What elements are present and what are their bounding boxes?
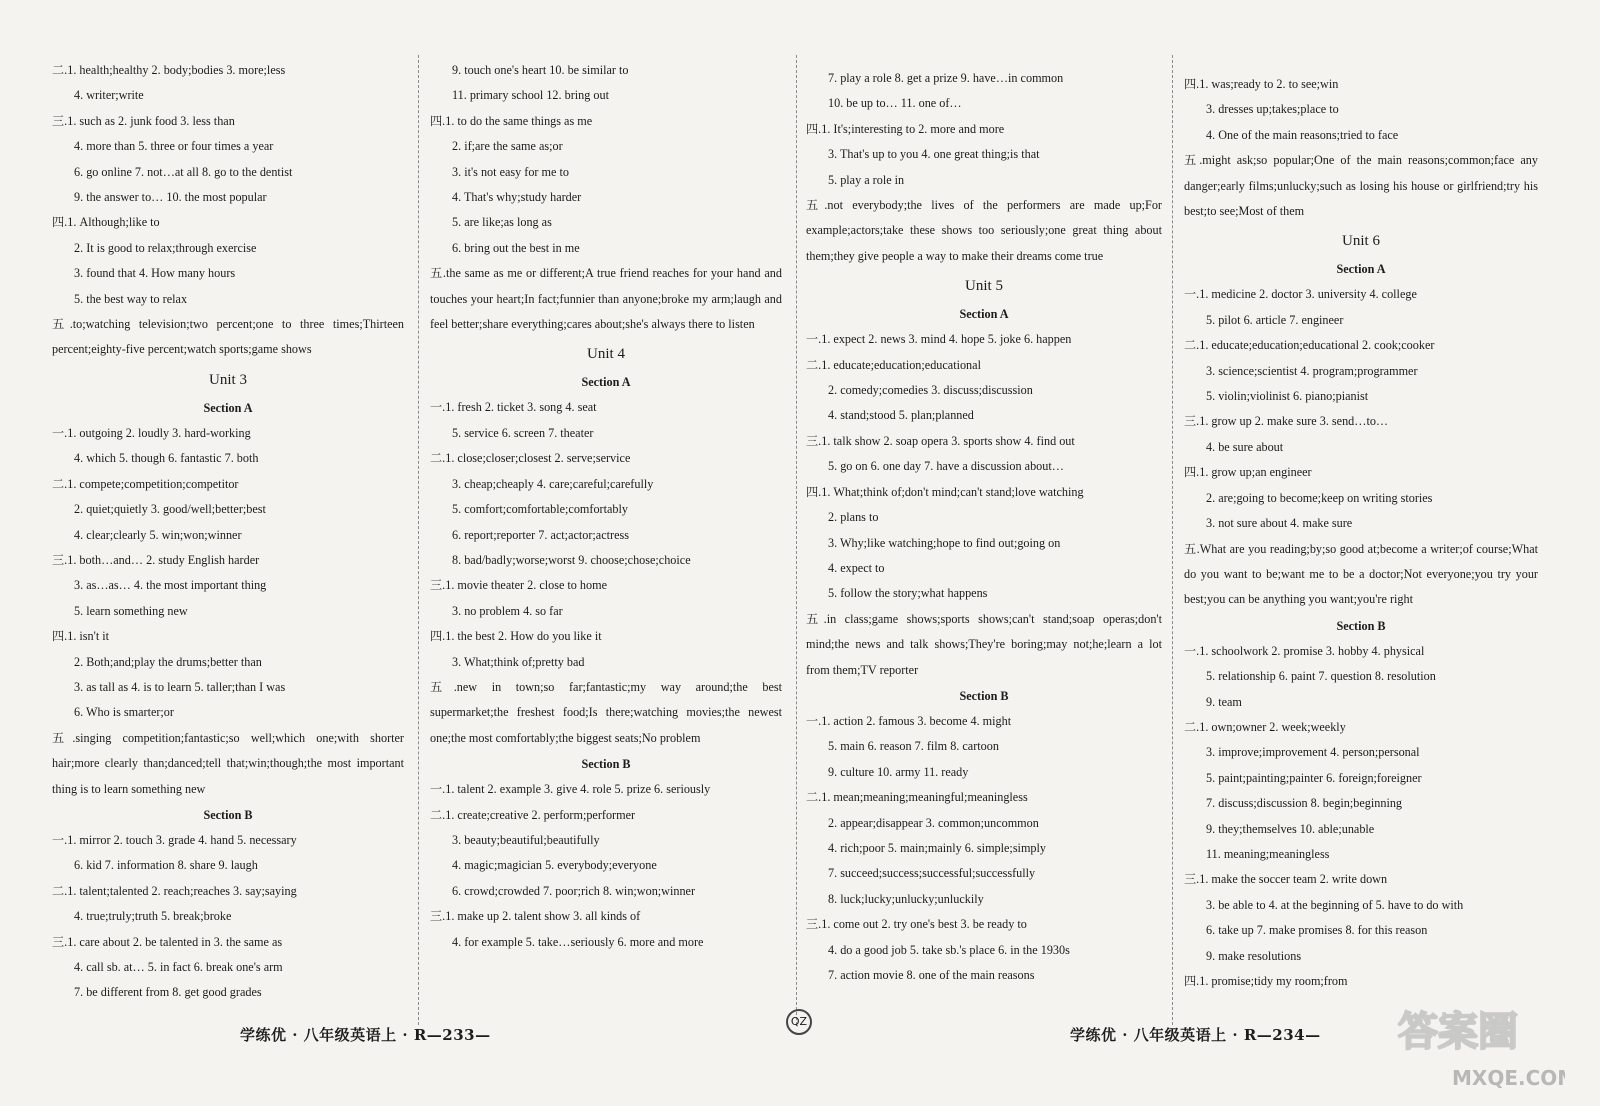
answer-line: 三.1. care about 2. be talented in 3. the same as — [52, 934, 283, 949]
answer-line: 5. go on 6. one day 7. have a discussion about… — [828, 459, 1064, 474]
answer-line: 3. improve;improvement 4. person;personal — [1206, 745, 1420, 760]
answer-line: 二.1. educate;education;educational 2. cook;cooker — [1184, 338, 1435, 353]
footer-right: 学练优 · 八年级英语上 · R—234— — [1070, 1026, 1321, 1044]
answer-line: 4. That's why;study harder — [452, 190, 582, 205]
answer-line: 4. be sure about — [1206, 439, 1284, 454]
answer-line: 二.1. educate;education;educational — [806, 357, 981, 372]
unit-heading: Unit 4 — [587, 346, 625, 363]
answer-paragraph: 五.singing competition;fantastic;so well;which one;with shorter hair;more clearly than;danced;tell that;win;though;the most important thing is to learn something new — [52, 730, 404, 796]
answer-line: 3. be able to 4. at the beginning of 5. have to do with — [1206, 897, 1464, 912]
answer-line: 二.1. mean;meaning;meaningful;meaningless — [806, 790, 1028, 805]
answer-line: 三.1. make the soccer team 2. write down — [1184, 872, 1388, 887]
answer-line: 3. found that 4. How many hours — [74, 266, 236, 281]
answer-line: 8. bad/badly;worse;worst 9. choose;chose;choice — [452, 552, 691, 567]
column-divider — [1172, 55, 1173, 1025]
answer-line: 四.1. grow up;an engineer — [1184, 465, 1312, 480]
answer-line: 3. beauty;beautiful;beautifully — [452, 832, 600, 847]
answer-line: 4. true;truly;truth 5. break;broke — [74, 909, 232, 924]
answer-paragraph: 五.What are you reading;by;so good at;become a writer;of course;What do you want to be;want me to be a doctor;Not everyone;you try your best;you can be anything you want;you're right — [1184, 541, 1538, 607]
answer-line: 4. expect to — [828, 560, 885, 575]
answer-line: 3. cheap;cheaply 4. care;careful;carefully — [452, 476, 654, 491]
answer-line: 5. play a role in — [828, 172, 905, 187]
answer-line: 4. for example 5. take…seriously 6. more and more — [452, 934, 704, 949]
page-emblem: QZ — [786, 1009, 812, 1035]
answer-line: 6. bring out the best in me — [452, 240, 580, 255]
answer-column-2 — [430, 58, 782, 955]
answer-line: 5. relationship 6. paint 7. question 8. resolution — [1206, 669, 1436, 684]
watermark-icon — [1390, 995, 1565, 1095]
answer-line: 4. rich;poor 5. main;mainly 6. simple;simply — [828, 840, 1047, 855]
answer-line: 3. it's not easy for me to — [452, 164, 569, 179]
answer-line: 2. comedy;comedies 3. discuss;discussion — [828, 383, 1033, 398]
answer-line: 3. That's up to you 4. one great thing;is that — [828, 147, 1040, 162]
answer-line: 一.1. expect 2. news 3. mind 4. hope 5. joke 6. happen — [806, 332, 1072, 347]
footer-left: 学练优 · 八年级英语上 · R—233— — [240, 1026, 491, 1044]
section-heading: Section A — [1336, 262, 1386, 277]
answer-line: 三.1. make up 2. talent show 3. all kinds of — [430, 909, 641, 924]
unit-heading: Unit 3 — [209, 371, 247, 388]
answer-line: 10. be up to… 11. one of… — [828, 96, 962, 111]
column-divider — [418, 55, 419, 1025]
answer-line: 2. quiet;quietly 3. good/well;better;best — [74, 502, 266, 517]
page-divider — [796, 55, 797, 1025]
section-heading: Section B — [1336, 618, 1386, 633]
answer-line: 二.1. close;closer;closest 2. serve;service — [430, 451, 631, 466]
answer-line: 一.1. outgoing 2. loudly 3. hard-working — [52, 425, 251, 440]
answer-line: 8. luck;lucky;unlucky;unluckily — [828, 891, 984, 906]
section-heading: Section A — [581, 375, 631, 390]
answer-line: 7. be different from 8. get good grades — [74, 985, 262, 1000]
answer-line: 三.1. both…and… 2. study English harder — [52, 552, 260, 567]
watermark-site: MXQE.COM — [1452, 1066, 1565, 1090]
answer-line: 一.1. fresh 2. ticket 3. song 4. seat — [430, 400, 597, 415]
answer-line: 4. more than 5. three or four times a year — [74, 139, 274, 154]
answer-paragraph: 五.the same as me or different;A true friend reaches for your hand and touches your heart;In fact;funnier than anyone;broke my arm;laugh and feel better;share everything;cares about;she's always there to listen — [430, 266, 782, 332]
answer-line: 四.1. was;ready to 2. to see;win — [1184, 77, 1339, 91]
answer-line: 2. plans to — [828, 510, 879, 525]
answer-line: 4. which 5. though 6. fantastic 7. both — [74, 451, 259, 466]
answer-line: 5. are like;as long as — [452, 215, 552, 230]
answer-line: 3. as tall as 4. is to learn 5. taller;than I was — [74, 679, 286, 694]
section-heading: Section A — [203, 400, 253, 415]
answer-line: 2. if;are the same as;or — [452, 139, 563, 154]
answer-line: 3. no problem 4. so far — [452, 603, 563, 618]
answer-line: 二.1. compete;competition;competitor — [52, 476, 239, 491]
answer-line: 7. succeed;success;successful;successfully — [828, 866, 1036, 881]
answer-line: 二.1. health;healthy 2. body;bodies 3. more;less — [52, 63, 286, 77]
answer-line: 四.1. isn't it — [52, 629, 110, 644]
answer-line: 3. science;scientist 4. program;programmer — [1206, 363, 1418, 378]
answer-line: 三.1. come out 2. try one's best 3. be ready to — [806, 917, 1027, 932]
answer-line: 二.1. own;owner 2. week;weekly — [1184, 719, 1346, 734]
answer-line: 3. as…as… 4. the most important thing — [74, 578, 267, 593]
answer-line: 4. do a good job 5. take sb.'s place 6. in the 1930s — [828, 942, 1070, 957]
answer-line: 四.1. What;think of;don't mind;can't stand;love watching — [806, 484, 1084, 499]
answer-line: 一.1. medicine 2. doctor 3. university 4. college — [1184, 287, 1417, 302]
answer-line: 三.1. movie theater 2. close to home — [430, 578, 608, 593]
answer-line: 一.1. schoolwork 2. promise 3. hobby 4. physical — [1184, 643, 1425, 658]
answer-line: 7. discuss;discussion 8. begin;beginning — [1206, 796, 1403, 811]
answer-line: 5. violin;violinist 6. piano;pianist — [1206, 389, 1369, 404]
unit-heading: Unit 5 — [965, 278, 1003, 295]
answer-line: 4. call sb. at… 5. in fact 6. break one's arm — [74, 960, 283, 974]
answer-column-3 — [806, 66, 1162, 988]
right-page — [800, 0, 1600, 1106]
watermark-logo — [1390, 995, 1565, 1095]
answer-column-1 — [52, 58, 404, 1006]
answer-paragraph: 五.in class;game shows;sports shows;can't stand;soap operas;don't mind;the news and talk shows;They're boring;may not;he;learn a lot from them;TV reporter — [806, 611, 1162, 677]
answer-paragraph: 五.new in town;so far;fantastic;my way around;the best supermarket;the freshest food;Is there;watching movies;the newest one;the most comfortably;the biggest seats;No problem — [430, 679, 782, 745]
answer-line: 4. One of the main reasons;tried to face — [1206, 127, 1399, 142]
answer-line: 7. play a role 8. get a prize 9. have…in common — [828, 71, 1064, 85]
answer-line: 3. dresses up;takes;place to — [1206, 102, 1339, 117]
answer-line: 6. report;reporter 7. act;actor;actress — [452, 527, 629, 542]
answer-line: 二.1. talent;talented 2. reach;reaches 3. say;saying — [52, 883, 297, 898]
answer-line: 9. make resolutions — [1206, 948, 1302, 963]
answer-line: 5. comfort;comfortable;comfortably — [452, 502, 628, 517]
answer-line: 9. they;themselves 10. able;unable — [1206, 821, 1375, 836]
answer-line: 11. primary school 12. bring out — [452, 88, 609, 103]
answer-line: 9. touch one's heart 10. be similar to — [452, 63, 629, 77]
section-heading: Section B — [203, 807, 253, 822]
answer-column-4 — [1184, 72, 1538, 994]
answer-line: 一.1. action 2. famous 3. become 4. might — [806, 713, 1012, 728]
answer-line: 6. take up 7. make promises 8. for this reason — [1206, 923, 1428, 938]
answer-line: 6. kid 7. information 8. share 9. laugh — [74, 858, 258, 873]
answer-line: 4. writer;write — [74, 88, 144, 103]
section-heading: Section A — [959, 307, 1009, 322]
answer-line: 四.1. Although;like to — [52, 215, 160, 230]
answer-line: 6. crowd;crowded 7. poor;rich 8. win;won;winner — [452, 883, 696, 898]
answer-line: 9. team — [1206, 694, 1242, 709]
answer-line: 3. What;think of;pretty bad — [452, 654, 585, 669]
answer-line: 2. appear;disappear 3. common;uncommon — [828, 815, 1039, 830]
answer-paragraph: 五.not everybody;the lives of the performers are made up;For example;actors;take these shows too seriously;one great thing about them;they give people a way to make their dreams come true — [806, 198, 1162, 263]
answer-line: 6. go online 7. not…at all 8. go to the dentist — [74, 164, 293, 179]
answer-line: 二.1. create;creative 2. perform;performer — [430, 807, 636, 822]
answer-line: 四.1. It's;interesting to 2. more and more — [806, 121, 1005, 136]
answer-line: 5. the best way to relax — [74, 291, 188, 306]
answer-line: 5. paint;painting;painter 6. foreign;foreigner — [1206, 770, 1422, 785]
answer-line: 5. main 6. reason 7. film 8. cartoon — [828, 739, 999, 754]
answer-line: 4. stand;stood 5. plan;planned — [828, 408, 974, 423]
answer-line: 四.1. to do the same things as me — [430, 113, 593, 128]
answer-line: 三.1. grow up 2. make sure 3. send…to… — [1184, 414, 1389, 429]
answer-paragraph: 五.might ask;so popular;One of the main reasons;common;face any danger;early films;unlucky;such as losing his house or girlfriend;try his best;to see;Most of them — [1184, 153, 1538, 219]
section-heading: Section B — [581, 757, 631, 772]
answer-line: 9. the answer to… 10. the most popular — [74, 190, 267, 205]
answer-line: 四.1. promise;tidy my room;from — [1184, 974, 1348, 988]
answer-line: 一.1. talent 2. example 3. give 4. role 5. prize 6. seriously — [430, 782, 711, 797]
answer-line: 5. service 6. screen 7. theater — [452, 425, 594, 440]
answer-line: 3. not sure about 4. make sure — [1206, 516, 1353, 531]
section-heading: Section B — [959, 688, 1009, 703]
answer-line: 6. Who is smarter;or — [74, 705, 174, 720]
answer-line: 7. action movie 8. one of the main reasons — [828, 968, 1035, 982]
answer-line: 四.1. the best 2. How do you like it — [430, 629, 602, 644]
answer-line: 三.1. talk show 2. soap opera 3. sports show 4. find out — [806, 433, 1075, 448]
answer-line: 5. pilot 6. article 7. engineer — [1206, 312, 1344, 327]
answer-line: 2. Both;and;play the drums;better than — [74, 654, 262, 669]
answer-paragraph: 五.to;watching television;two percent;one to three times;Thirteen percent;eighty-five percent;watch sports;game shows — [52, 317, 404, 357]
answer-line: 2. It is good to relax;through exercise — [74, 240, 257, 255]
answer-line: 5. follow the story;what happens — [828, 586, 988, 601]
answer-line: 4. magic;magician 5. everybody;everyone — [452, 858, 657, 873]
answer-line: 5. learn something new — [74, 603, 188, 618]
answer-line: 一.1. mirror 2. touch 3. grade 4. hand 5. necessary — [52, 832, 297, 847]
answer-line: 3. Why;like watching;hope to find out;going on — [828, 535, 1061, 550]
answer-line: 4. clear;clearly 5. win;won;winner — [74, 527, 242, 542]
answer-line: 2. are;going to become;keep on writing stories — [1206, 490, 1433, 505]
answer-line: 11. meaning;meaningless — [1206, 846, 1330, 861]
watermark-text: 答案圈 — [1398, 1009, 1518, 1055]
unit-heading: Unit 6 — [1342, 233, 1380, 250]
answer-line: 9. culture 10. army 11. ready — [828, 764, 969, 779]
answer-line: 三.1. such as 2. junk food 3. less than — [52, 113, 235, 128]
